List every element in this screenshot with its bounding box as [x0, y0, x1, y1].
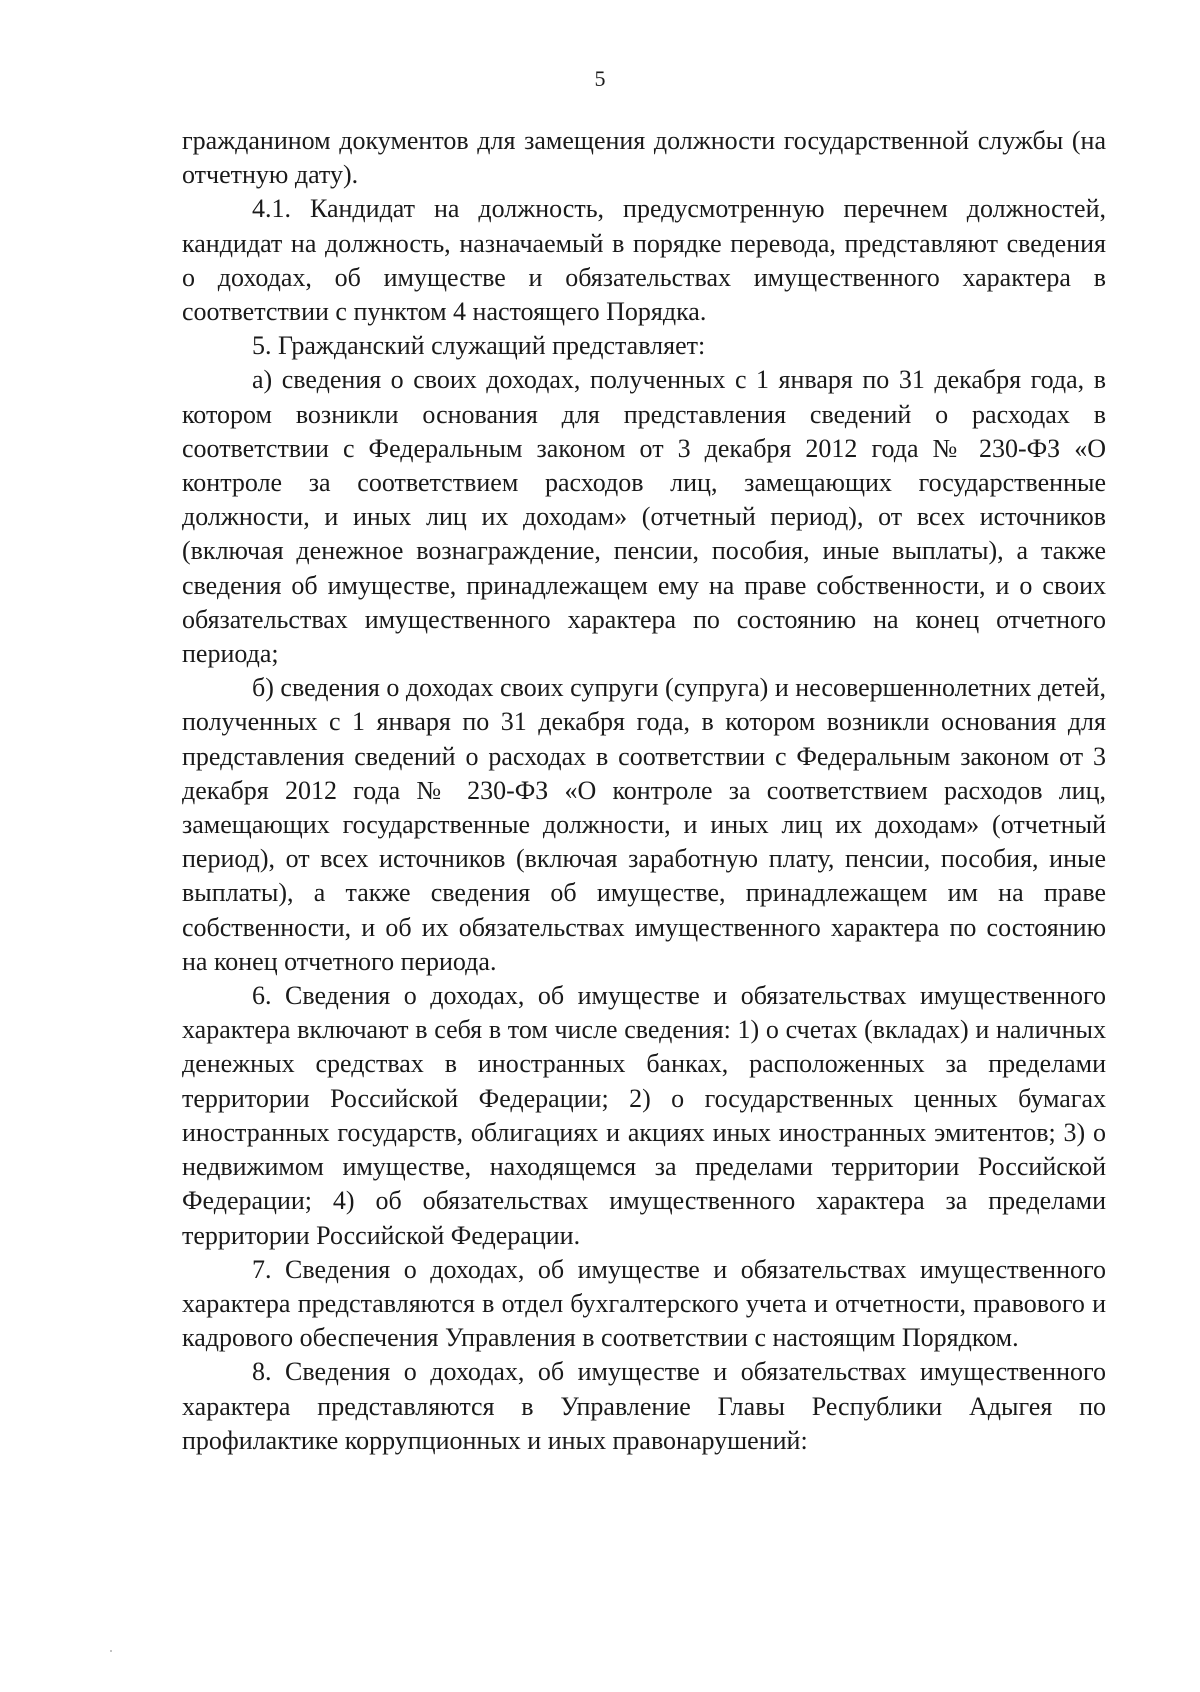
scan-artifact [110, 1650, 112, 1652]
document-body [182, 124, 1106, 1458]
page-number: 5 [594, 66, 606, 91]
paragraph-6: 6. Сведения о доходах, об имуществе и обязательствах имущественного характера включают в себя в том числе сведения: 1) о счетах (вкладах) и наличных денежных средствах в иностранных банках, расположенных за пределами территории Российской Федерации; 2) о государственных ценных бумагах иностранных государств, облигациях и акциях иных иностранных эмитентов; 3) о недвижимом имуществе, находящемся за пределами территории Российской Федерации; 4) об обязательствах имущественного характера за пределами территории Российской Федерации. [182, 981, 1106, 1250]
paragraph-7: 7. Сведения о доходах, об имуществе и обязательствах имущественного характера представляются в отдел бухгалтерского учета и отчетности, правового и кадрового обеспечения Управления в соответствии с настоящим Порядком. [182, 1254, 1106, 1353]
paragraph-4-1: 4.1. Кандидат на должность, предусмотренную перечнем должностей, кандидат на должность, назначаемый в порядке перевода, представляют сведения о доходах, об имуществе и обязательствах имущественного характера в соответствии с пунктом 4 настоящего Порядка. [182, 194, 1106, 327]
paragraph-8: 8. Сведения о доходах, об имуществе и обязательствах имущественного характера представляются в Управление Главы Республики Адыгея по профилактике коррупционных и иных правонарушений: [182, 1357, 1106, 1455]
paragraph-5-a: а) сведения о своих доходах, полученных с 1 января по 31 декабря года, в котором возникли основания для представления сведений о расходах в соответствии с Федеральным законом от 3 декабря 2012 года № 230-ФЗ «О контроле за соответствием расходов лиц, замещающих государственные должности, и иных лиц их доходам» (отчетный период), от всех источников (включая денежное вознаграждение, пенсии, пособия, иные выплаты), а также сведения об имуществе, принадлежащем ему на праве собственности, и о своих обязательствах имущественного характера по состоянию на конец отчетного периода; [182, 365, 1106, 669]
paragraph-5-b: б) сведения о доходах своих супруги (супруга) и несовершеннолетних детей, полученных с 1 января по 31 декабря года, в котором возникли основания для представления сведений о расходах в соответствии с Федеральным законом от 3 декабря 2012 года № 230-ФЗ «О контроле за соответствием расходов лиц, замещающих государственные должности, и иных лиц их доходам» (отчетный период), от всех источников (включая заработную плату, пенсии, пособия, иные выплаты), а также сведения об имуществе, принадлежащем им на праве собственности, и об их обязательствах имущественного характера по состоянию на конец отчетного периода. [182, 673, 1106, 976]
paragraph-continuation: гражданином документов для замещения должности государственной службы (на отчетную дату). [182, 126, 1106, 190]
paragraph-5: 5. Гражданский служащий представляет: [252, 331, 706, 361]
